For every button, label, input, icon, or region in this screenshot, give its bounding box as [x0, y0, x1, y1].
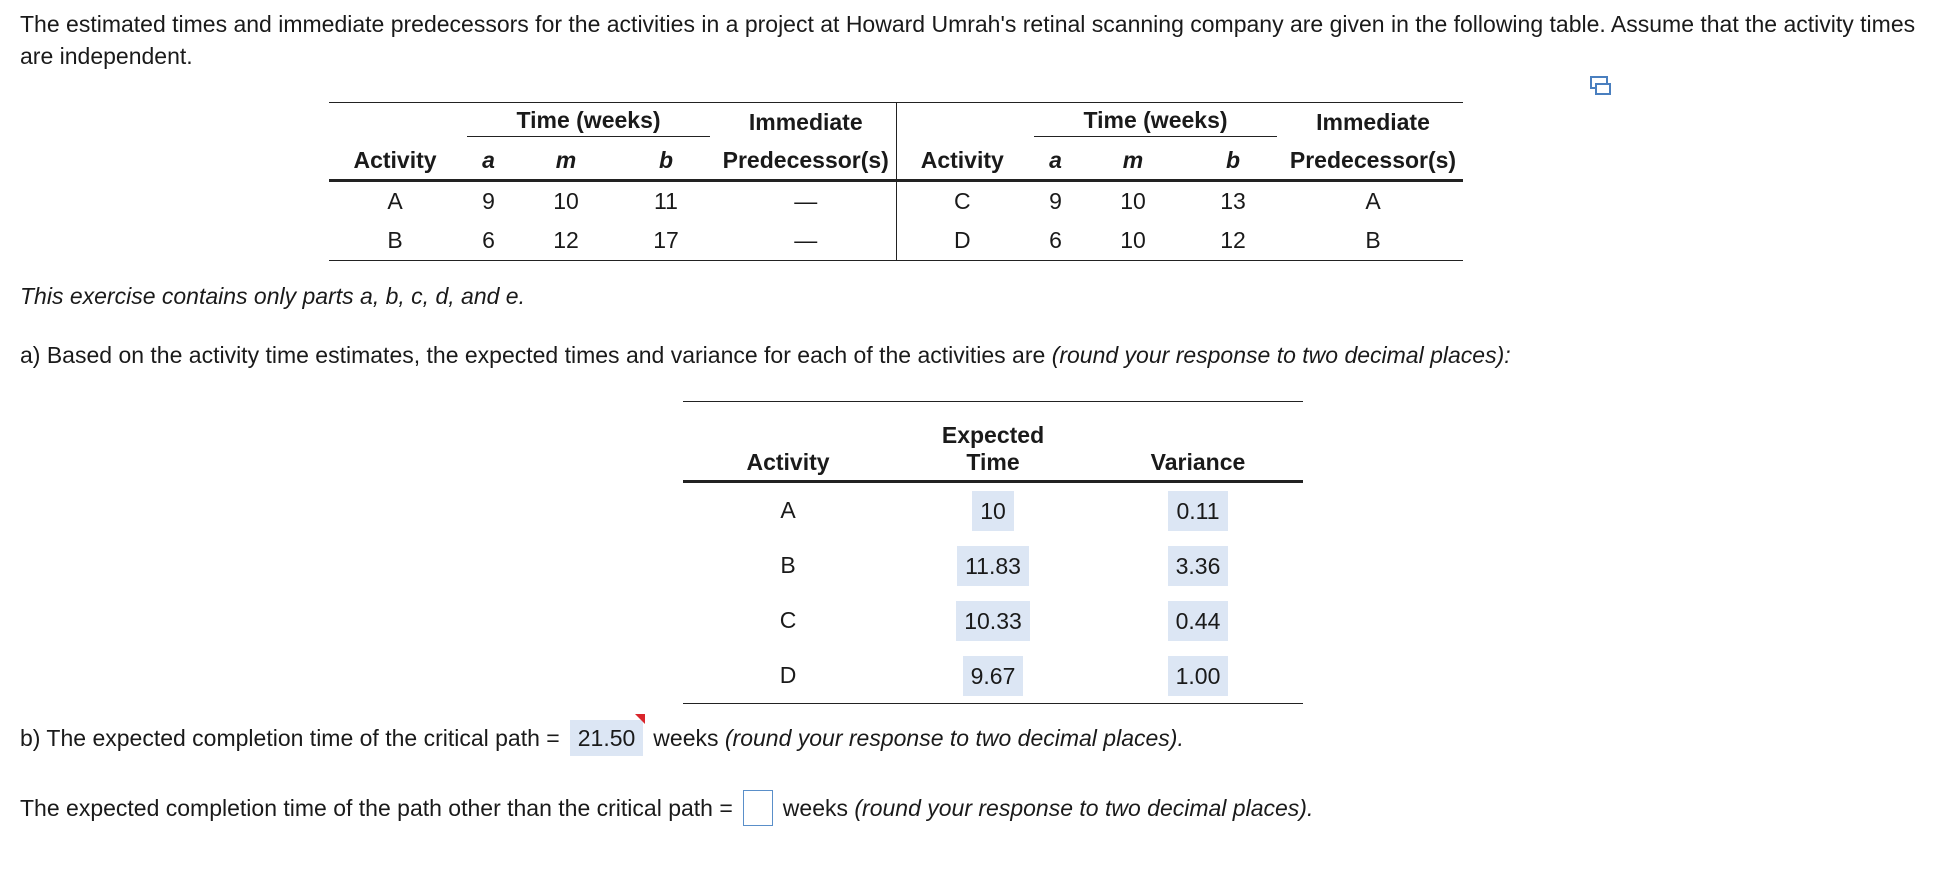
pred-header-line1: Immediate: [1316, 108, 1430, 135]
given-table-container: [329, 102, 1463, 261]
answer-table: [683, 401, 1303, 704]
activity-header: Activity: [329, 141, 461, 181]
activity-cell: D: [896, 221, 1028, 261]
b-cell: 17: [653, 227, 679, 253]
blank-header: [329, 103, 461, 142]
given-header-row-1: [329, 103, 1463, 142]
part-b-text: b) The expected completion time of the critical path =: [20, 724, 560, 751]
given-header-row-2: [329, 141, 1463, 181]
m-cell: 10: [1120, 227, 1146, 253]
a-cell: 6: [1049, 227, 1062, 253]
pred-header-line2: Predecessor(s): [716, 141, 896, 181]
m-cell: 10: [1120, 188, 1146, 214]
expected-header-line2: Time: [966, 449, 1020, 475]
table-row: [683, 538, 1303, 593]
activity-cell: B: [780, 552, 796, 578]
part-a-instruction: (round your response to two decimal places):: [1051, 342, 1511, 368]
part-c-unit: weeks: [782, 794, 848, 821]
table-row: [683, 593, 1303, 648]
variance-answer[interactable]: 1.00: [1168, 656, 1229, 696]
given-table: [329, 102, 1463, 261]
expected-time-answer[interactable]: 10: [972, 491, 1014, 531]
b-header: b: [616, 141, 716, 181]
problem-intro: The estimated times and immediate predecessors for the activities in a project at Howard Umrah's retinal scanning company are given in the following table. Assume that the activity times are independent.: [20, 11, 1916, 69]
activity-header: Activity: [896, 141, 1028, 181]
a-cell: 9: [482, 188, 495, 214]
time-weeks-header: Time (weeks): [1034, 107, 1276, 137]
part-b-unit: weeks: [653, 724, 719, 751]
part-b-instruction: (round your response to two decimal places).: [724, 724, 1184, 751]
pred-cell: —: [794, 188, 818, 214]
activity-cell: A: [387, 188, 403, 214]
expected-time-answer[interactable]: 10.33: [956, 601, 1030, 641]
b-cell: 11: [654, 188, 678, 214]
part-c-instruction: (round your response to two decimal places).: [854, 794, 1314, 821]
activity-cell: C: [896, 181, 1028, 222]
activity-cell: C: [779, 607, 797, 633]
other-path-time-input[interactable]: [743, 790, 773, 826]
a-header: a: [1028, 141, 1083, 181]
table-row: [329, 221, 1463, 261]
pred-header-line1: Immediate: [748, 108, 863, 135]
pred-header-line2: Predecessor(s): [1283, 141, 1463, 181]
b-cell: 13: [1220, 188, 1246, 214]
copy-table-icon[interactable]: [1590, 76, 1612, 96]
activity-cell: A: [780, 497, 796, 523]
expected-time-answer[interactable]: 11.83: [957, 546, 1029, 586]
m-cell: 12: [553, 227, 579, 253]
variance-header: Variance: [1093, 402, 1303, 482]
expected-time-answer[interactable]: 9.67: [963, 656, 1024, 696]
table-row: [329, 181, 1463, 222]
a-header: a: [461, 141, 516, 181]
exercise-note: This exercise contains only parts a, b, c, d, and e.: [20, 283, 525, 309]
expected-time-header: [893, 402, 1093, 482]
part-a-text: a) Based on the activity time estimates, the expected times and variance for each of the activities are: [20, 342, 1052, 368]
activity-cell: B: [387, 227, 403, 253]
answer-header-row: [683, 402, 1303, 482]
table-row: [683, 648, 1303, 704]
activity-header: Activity: [683, 402, 893, 482]
m-header: m: [516, 141, 616, 181]
incorrect-flag-icon: [635, 714, 645, 724]
variance-answer[interactable]: 3.36: [1168, 546, 1229, 586]
pred-cell: A: [1365, 188, 1381, 214]
pred-cell: —: [794, 227, 818, 253]
critical-path-time-answer[interactable]: [570, 720, 644, 756]
part-a-prompt: [20, 342, 1511, 369]
blank-header: [896, 103, 1028, 142]
answer-table-container: [683, 401, 1303, 704]
time-weeks-header: Time (weeks): [467, 107, 709, 137]
table-row: [683, 482, 1303, 539]
pred-cell: B: [1365, 227, 1381, 253]
b-cell: 12: [1220, 227, 1246, 253]
a-cell: 6: [482, 227, 495, 253]
critical-path-value: 21.50: [577, 725, 636, 751]
part-c-text: The expected completion time of the path other than the critical path =: [20, 794, 733, 821]
variance-answer[interactable]: 0.11: [1168, 491, 1227, 531]
m-cell: 10: [553, 188, 579, 214]
variance-answer[interactable]: 0.44: [1168, 601, 1229, 641]
activity-cell: D: [779, 662, 797, 688]
m-header: m: [1083, 141, 1183, 181]
b-header: b: [1183, 141, 1283, 181]
expected-header-line1: Expected: [941, 422, 1045, 448]
part-c-prompt: [20, 790, 1313, 826]
part-b-prompt: [20, 720, 1184, 756]
a-cell: 9: [1049, 188, 1062, 214]
